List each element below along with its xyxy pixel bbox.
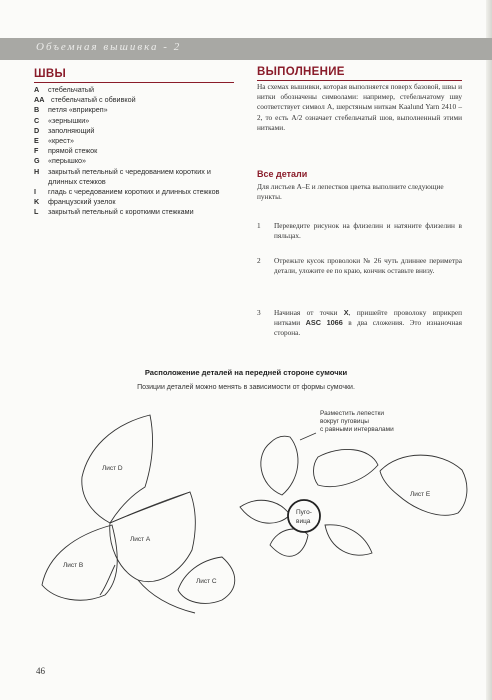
- note-line-3: с равными интервалами: [320, 426, 394, 433]
- step-bold-point: X: [343, 308, 349, 317]
- stitch-code: A: [34, 85, 40, 94]
- stitch-name: гладь с чередованием коротких и длинных стежков: [48, 187, 220, 197]
- execution-intro: На схемах вышивки, которая выполняется поверх базовой, швы и нитки обозначены символами: например, стебельчатому шву соответствует символ A, шерстяным ниткам Kaalund Yarn 2410 – 2, то есть A/2 означает стебельчатый шов, выполненный этими нитками.: [257, 82, 462, 132]
- stitch-row: [34, 146, 234, 156]
- stitch-row: [34, 105, 234, 115]
- note-line-1: Разместить лепестки: [320, 410, 384, 417]
- button-label-2: вица: [296, 518, 311, 525]
- step-text: Переведите рисунок на флизелин и натяните флизелин в пяльцах.: [274, 221, 462, 241]
- step-text: [274, 308, 462, 339]
- note-leader: [300, 433, 316, 440]
- note-line-2: вокруг пуговицы: [320, 418, 369, 425]
- stem: [100, 565, 115, 595]
- leaf-d-label: Лист D: [102, 465, 123, 472]
- leaf-c-label: Лист С: [196, 578, 217, 585]
- stitch-code: B: [34, 105, 40, 115]
- stitch-code: L: [34, 207, 39, 217]
- step-1: [257, 221, 462, 241]
- stitch-row: [34, 187, 234, 197]
- stem: [138, 580, 195, 613]
- stitch-name: заполняющий: [48, 125, 95, 135]
- stitch-name: закрытый петельный с чередованием коротких и длинных стежков: [48, 166, 211, 186]
- stitch-name: стебельчатый с обвивкой: [51, 95, 136, 105]
- stitch-code: E: [34, 136, 39, 146]
- stitch-row: [34, 207, 234, 217]
- stitch-row: [34, 116, 234, 126]
- stitch-row: [34, 136, 234, 146]
- leaf-e-shape: [380, 455, 467, 515]
- stitch-code: G: [34, 156, 40, 166]
- stitch-row: [34, 85, 234, 95]
- stitch-row: [34, 95, 234, 105]
- execution-rule: [257, 80, 462, 81]
- step-number: 1: [257, 221, 261, 230]
- button-shape: [288, 500, 320, 532]
- stitch-code: C: [34, 115, 40, 125]
- petal: [240, 500, 290, 523]
- stitch-code: K: [34, 197, 40, 207]
- stitch-code: H: [34, 166, 40, 176]
- leaf-e-label: Лист Е: [410, 491, 431, 498]
- diagram-title: Расположение деталей на передней стороне сумочки: [144, 368, 348, 377]
- all-parts-title: Все детали: [257, 169, 308, 179]
- step-text-part: в два сложения. Это изнаночная сторона.: [274, 318, 462, 338]
- layout-diagram: [0, 395, 492, 665]
- stitch-name: петля «вприкреп»: [48, 105, 108, 115]
- step-number: 2: [257, 256, 261, 265]
- step-3: [257, 308, 462, 339]
- stitch-name: «зернышки»: [48, 115, 90, 125]
- stitch-name: «перышко»: [48, 156, 87, 166]
- petal: [314, 449, 379, 486]
- stitch-code: D: [34, 125, 40, 135]
- all-parts-text: Для листьев A–E и лепестков цветка выполните следующие пункты.: [257, 182, 444, 202]
- stitch-row: [34, 197, 234, 207]
- step-number: 3: [257, 308, 261, 317]
- stitch-list: [34, 85, 234, 218]
- button-label-1: Пуго-: [296, 509, 312, 516]
- stitch-name: стебельчатый: [48, 85, 95, 94]
- stitch-row: [34, 126, 234, 136]
- leaf-b-label: Лист В: [63, 562, 84, 569]
- stitches-rule: [34, 82, 234, 83]
- execution-title: ВЫПОЛНЕНИЕ: [257, 66, 345, 78]
- stitch-code: AA: [34, 95, 45, 105]
- step-text: Отрежьте кусок проволоки № 26 чуть длиннее периметра детали, уложите ее по краю, кончик оставьте внизу.: [274, 256, 462, 276]
- stitch-row: [34, 167, 234, 187]
- step-bold-thread: ASC 1066: [305, 318, 343, 328]
- stitch-row: [34, 156, 234, 166]
- stitch-name: прямой стежок: [48, 146, 98, 156]
- leaf-a-label: Лист А: [130, 536, 151, 543]
- page-number: 46: [36, 666, 45, 676]
- petal: [325, 525, 372, 555]
- stitch-name: закрытый петельный с короткими стежками: [48, 207, 194, 217]
- diagram-subtitle: Позиции деталей можно менять в зависимости от формы сумочки.: [137, 384, 355, 391]
- stitch-code: I: [34, 187, 36, 197]
- step-text-part: , пришейте проволоку вприкреп нитками: [274, 308, 462, 328]
- stitch-code: F: [34, 146, 39, 156]
- petal: [270, 529, 308, 556]
- stitch-name: «крест»: [48, 136, 75, 146]
- step-2: [257, 256, 462, 276]
- stitches-title: ШВЫ: [34, 68, 67, 80]
- header-title: Объемная вышивка - 2: [36, 41, 182, 53]
- petal: [261, 436, 298, 495]
- stitch-name: французский узелок: [48, 197, 116, 207]
- step-text-part: Начиная от точки: [274, 308, 344, 317]
